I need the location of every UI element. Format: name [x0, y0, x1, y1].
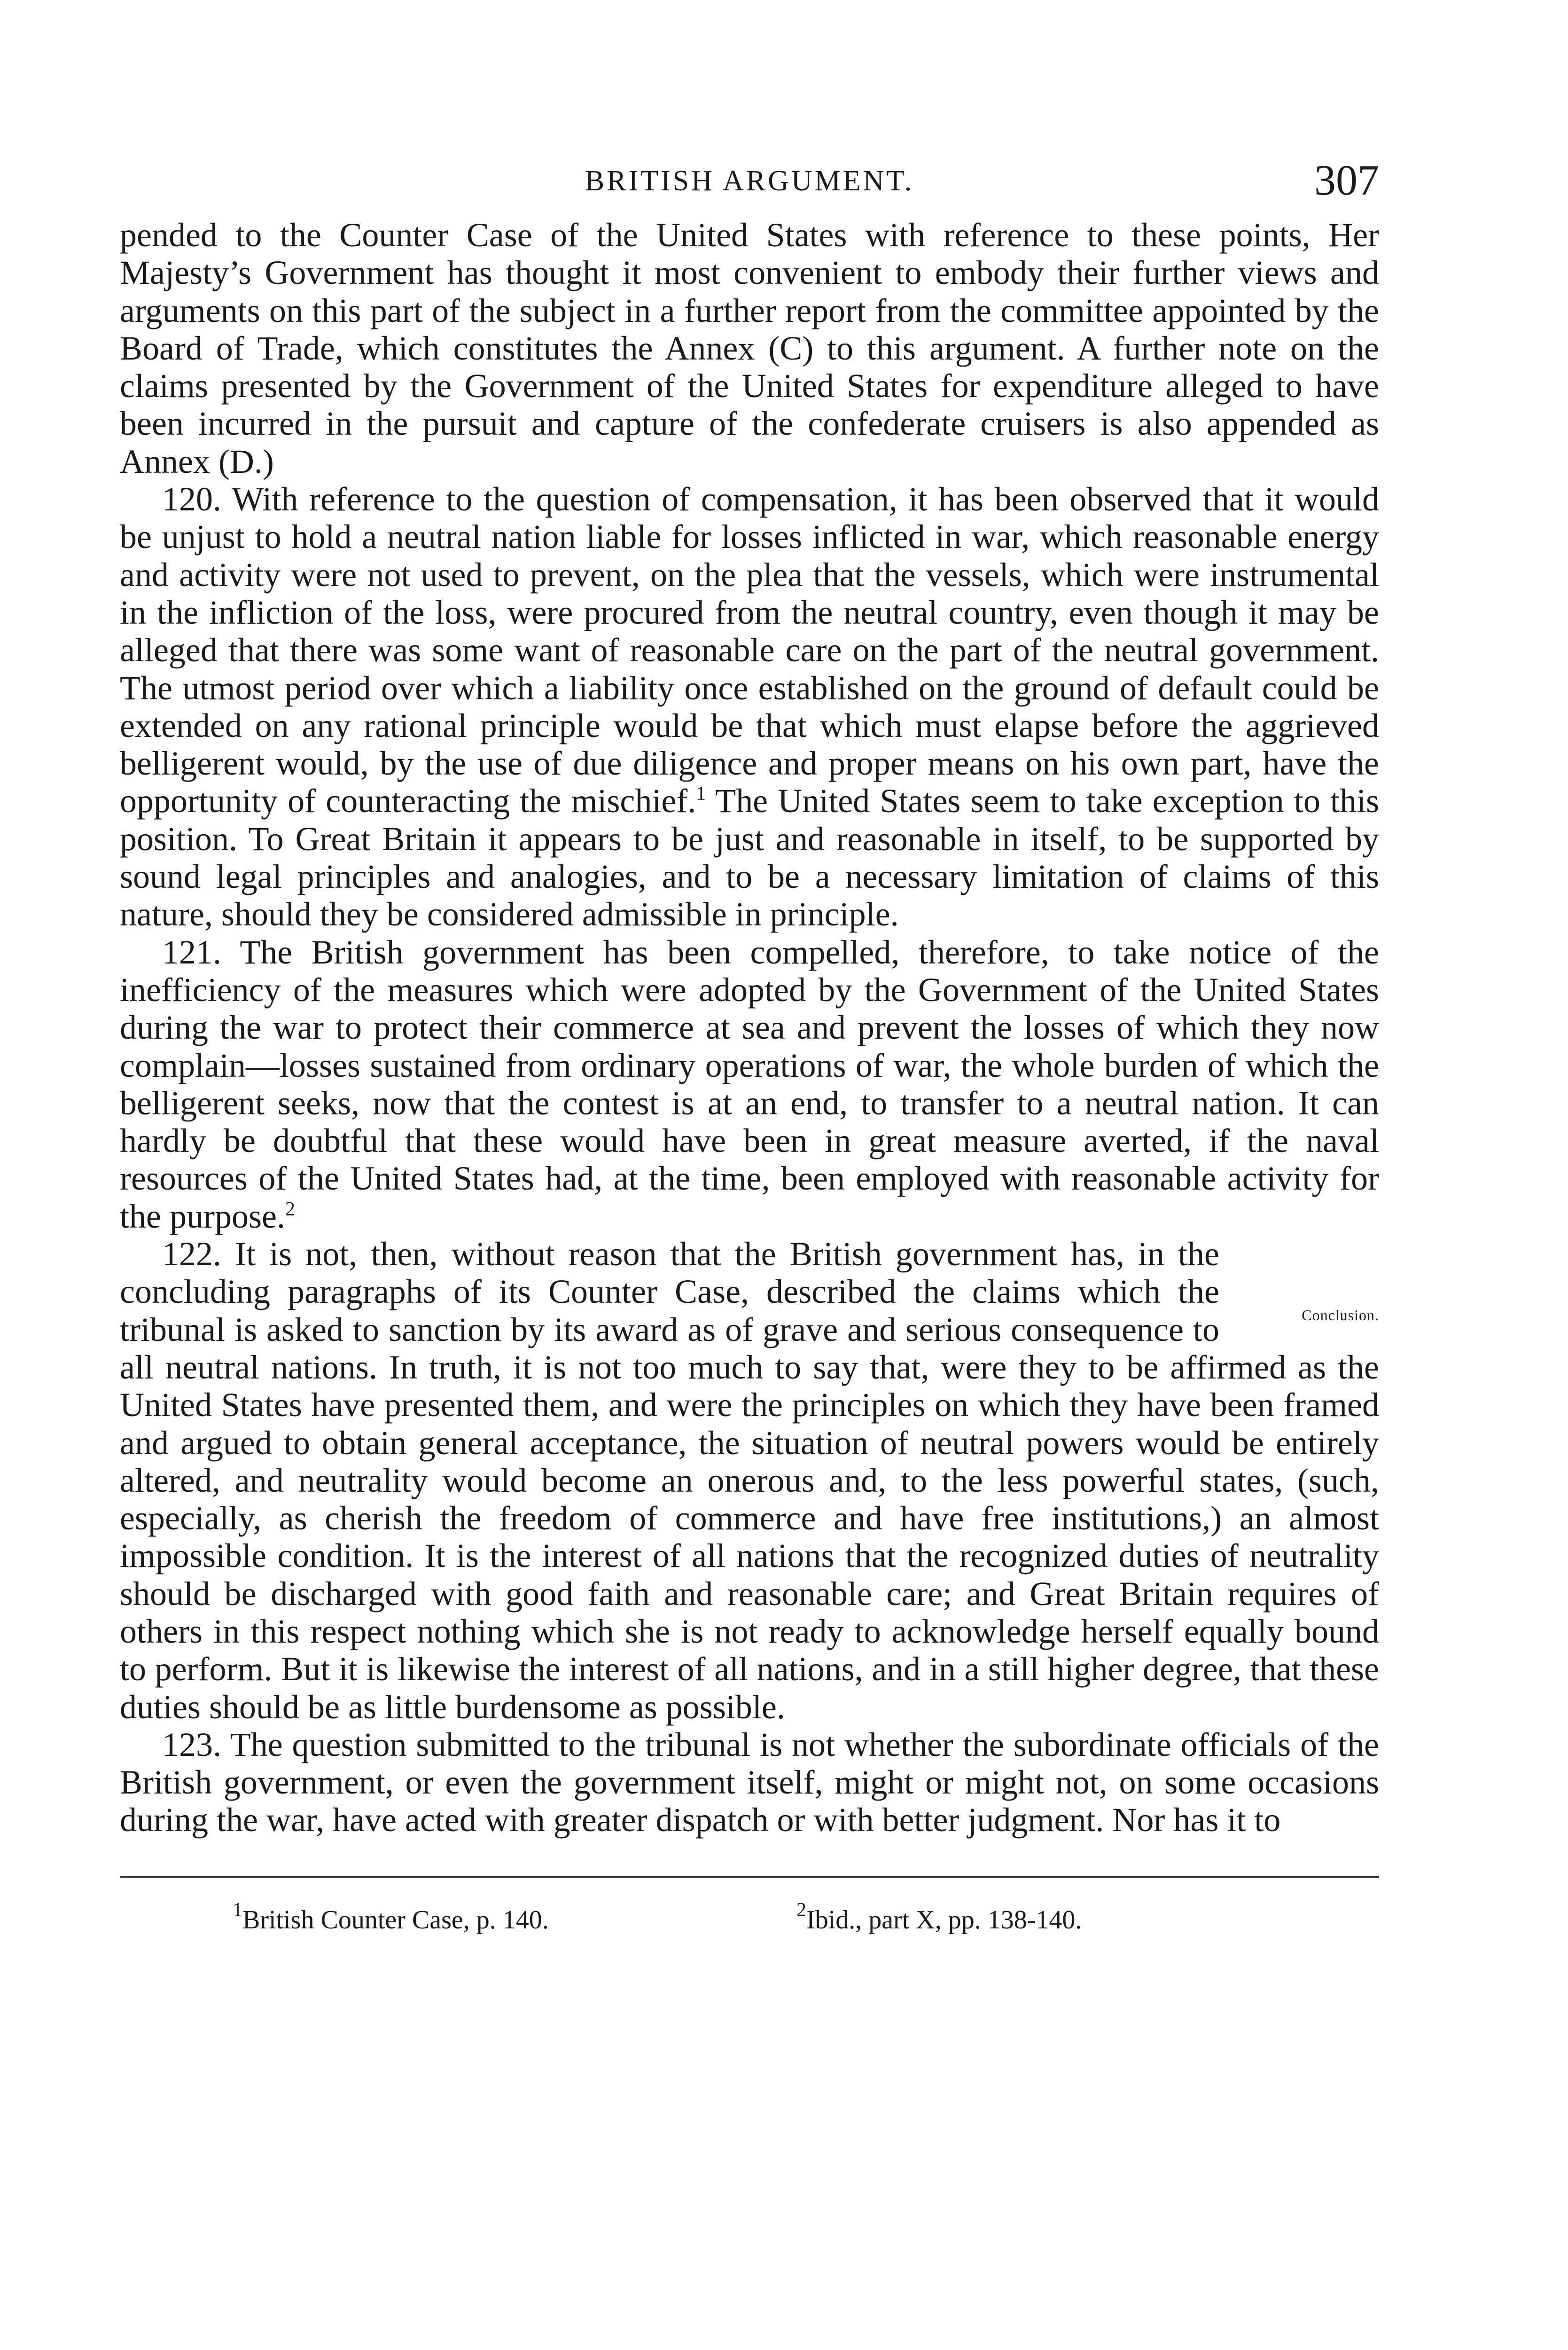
paragraph-123: 123. The question submitted to the tribunal is not whether the subordinate officials of the British government, or even the government itself, might or might not, on some occasions during the war, have acted with greater dispatch or with better judgment. Nor has it to [120, 1725, 1379, 1839]
footnote-1-mark: 1 [233, 1899, 242, 1921]
margin-note-conclusion: Conclusion. [1302, 1307, 1379, 1324]
paragraph-120 [120, 480, 1379, 933]
footnote-2-text: Ibid., part X, pp. 138-140. [806, 1905, 1082, 1935]
footnote-2-mark: 2 [796, 1899, 806, 1921]
paragraph-continuation: pended to the Counter Case of the United States with reference to these points, Her Majesty’s Government has thought it most convenient to embody their further views and arguments on this part of the subject in a further report from the committee appointed by the Board of Trade, which constitutes the Annex (C) to this argument. A further note on the claims presented by the Government of the United States for expenditure alleged to have been incurred in the pursuit and capture of the confederate cruisers is also appended as Annex (D.) [120, 216, 1379, 480]
document-page [120, 155, 1379, 1935]
paragraph-122 [120, 1235, 1379, 1726]
footnote-ref-1: 1 [696, 783, 706, 805]
body-text [120, 216, 1379, 1839]
footnote-1-text: British Counter Case, p. 140. [242, 1905, 549, 1935]
paragraph-122-text: 122. It is not, then, without reason that the British government has, in the concluding paragraphs of its Counter Case, described the claims which the tribunal is asked to sanction by its award as of grave and serious consequence to all neutral nations. In truth, it is not too much to say that, were they to be affirmed as the United States have presented them, and were the principles on which they have been framed and argued to obtain general acceptance, the situation of neutral powers would be entirely altered, and neutrality would become an onerous and, to the less powerful states, (such, especially, as cherish the freedom of commerce and have free institutions,) an almost impossible condition. It is the interest of all nations that the recognized duties of neutrality should be discharged with good faith and reasonable care; and Great Britain requires of others in this respect nothing which she is not ready to acknowledge herself equally bound to perform. But it is likewise the interest of all nations, and in a still higher degree, that these duties should be as little burdensome as possible. [120, 1235, 1379, 1726]
running-header [120, 155, 1379, 216]
footnotes [120, 1878, 1379, 1935]
running-title: BRITISH ARGUMENT. [585, 165, 914, 197]
paragraph-121-text: 121. The British government has been compelled, therefore, to take notice of the inefficiency of the measures which were adopted by the Government of the United States during the war to protect their commerce at sea and prevent the losses of which they now complain—losses sustained from ordinary operations of war, the whole burden of which the belligerent seeks, now that the contest is at an end, to transfer to a neutral nation. It can hardly be doubtful that these would have been in great measure averted, if the naval resources of the United States had, at the time, been employed with reasonable activity for the purpose. [120, 933, 1379, 1235]
paragraph-120-text: 120. With reference to the question of compensation, it has been observed that it would be unjust to hold a neutral nation liable for losses inflicted in war, which reasonable energy and activity were not used to prevent, on the plea that the vessels, which were instrumental in the infliction of the loss, were procured from the neutral country, even though it may be alleged that there was some want of reasonable care on the part of the neutral government. The utmost period over which a liability once established on the ground of default could be extended on any rational principle would be that which must elapse before the aggrieved belligerent would, by the use of due diligence and proper means on his own part, have the opportunity of counteracting the mischief. [120, 480, 1379, 820]
footnote-2 [796, 1899, 1082, 1935]
footnote-ref-2: 2 [285, 1198, 295, 1220]
footnote-1 [233, 1899, 549, 1935]
paragraph-121 [120, 933, 1379, 1235]
paragraph-120-text-continued: The United States seem to take exception to this position. To Great Britain it appears to be just and reasonable in itself, to be supported by sound legal principles and analogies, and to be a necessary limitation of claims of this nature, should they be considered admissible in principle. [120, 782, 1379, 933]
page-number: 307 [1314, 156, 1379, 204]
